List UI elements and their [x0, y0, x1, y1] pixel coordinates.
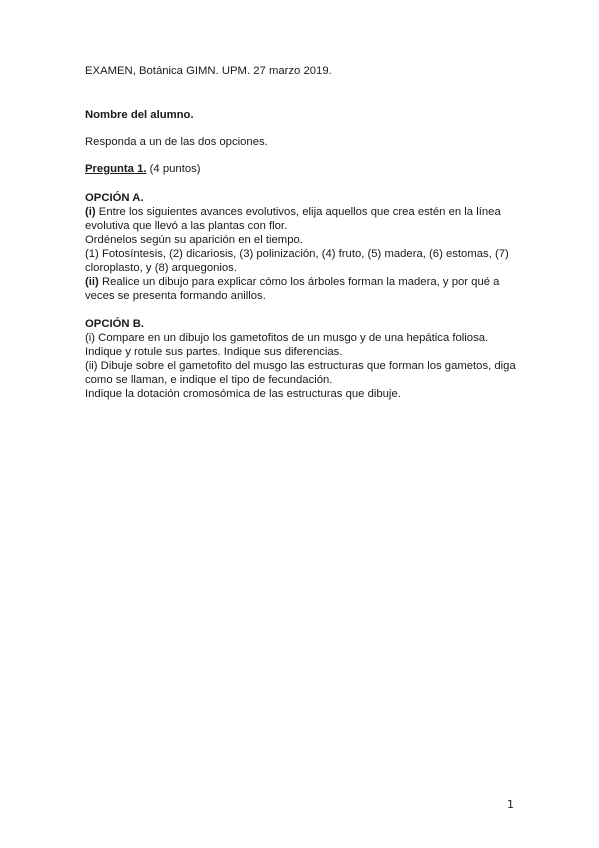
option-a-part-i-marker: (i) [85, 206, 96, 218]
option-a-part-ii-line1: (ii) Realice un dibujo para explicar cómo los árboles forman la madera, y por qué a [85, 276, 500, 288]
option-b-line2: Indique y rotule sus partes. Indique sus diferencias. [85, 346, 343, 358]
option-a-list-line2: cloroplasto, y (8) arquegonios. [85, 262, 237, 274]
option-a-part-ii-line2: veces se presenta formando anillos. [85, 290, 266, 302]
option-b-line3: (ii) Dibuje sobre el gametofito del musgo las estructuras que forman los gametos, diga [85, 360, 516, 372]
option-a-part-i-line1: (i) Entre los siguientes avances evolutivos, elija aquellos que crea estén en la línea [85, 206, 501, 218]
question-label: Pregunta 1. [85, 163, 147, 175]
option-a-order-line: Ordénelos según su aparición en el tiempo. [85, 234, 303, 246]
question-header [85, 162, 201, 176]
question-points: (4 puntos) [146, 163, 201, 175]
exam-title: EXAMEN, Botánica GIMN. UPM. 27 marzo 2019. [85, 65, 332, 77]
option-a-part-i-line2: evolutiva que llevó a las plantas con flor. [85, 220, 288, 232]
instructions-text: Responda a un de las dos opciones. [85, 136, 268, 148]
student-name-label: Nombre del alumno. [85, 109, 194, 121]
option-b-line1: (i) Compare en un dibujo los gametofitos de un musgo y de una hepática foliosa. [85, 332, 489, 344]
option-a-part-ii-marker: (ii) [85, 276, 99, 288]
option-b-line5: Indique la dotación cromosómica de las estructuras que dibuje. [85, 388, 401, 400]
option-b-line4: como se llaman, e indique el tipo de fecundación. [85, 374, 333, 386]
option-a-heading: OPCIÓN A. [85, 192, 144, 204]
option-a-list-line1: (1) Fotosíntesis, (2) dicariosis, (3) polinización, (4) fruto, (5) madera, (6) estomas, (7) [85, 248, 509, 260]
page-number: 1 [507, 798, 514, 811]
option-b-heading: OPCIÓN B. [85, 318, 144, 330]
